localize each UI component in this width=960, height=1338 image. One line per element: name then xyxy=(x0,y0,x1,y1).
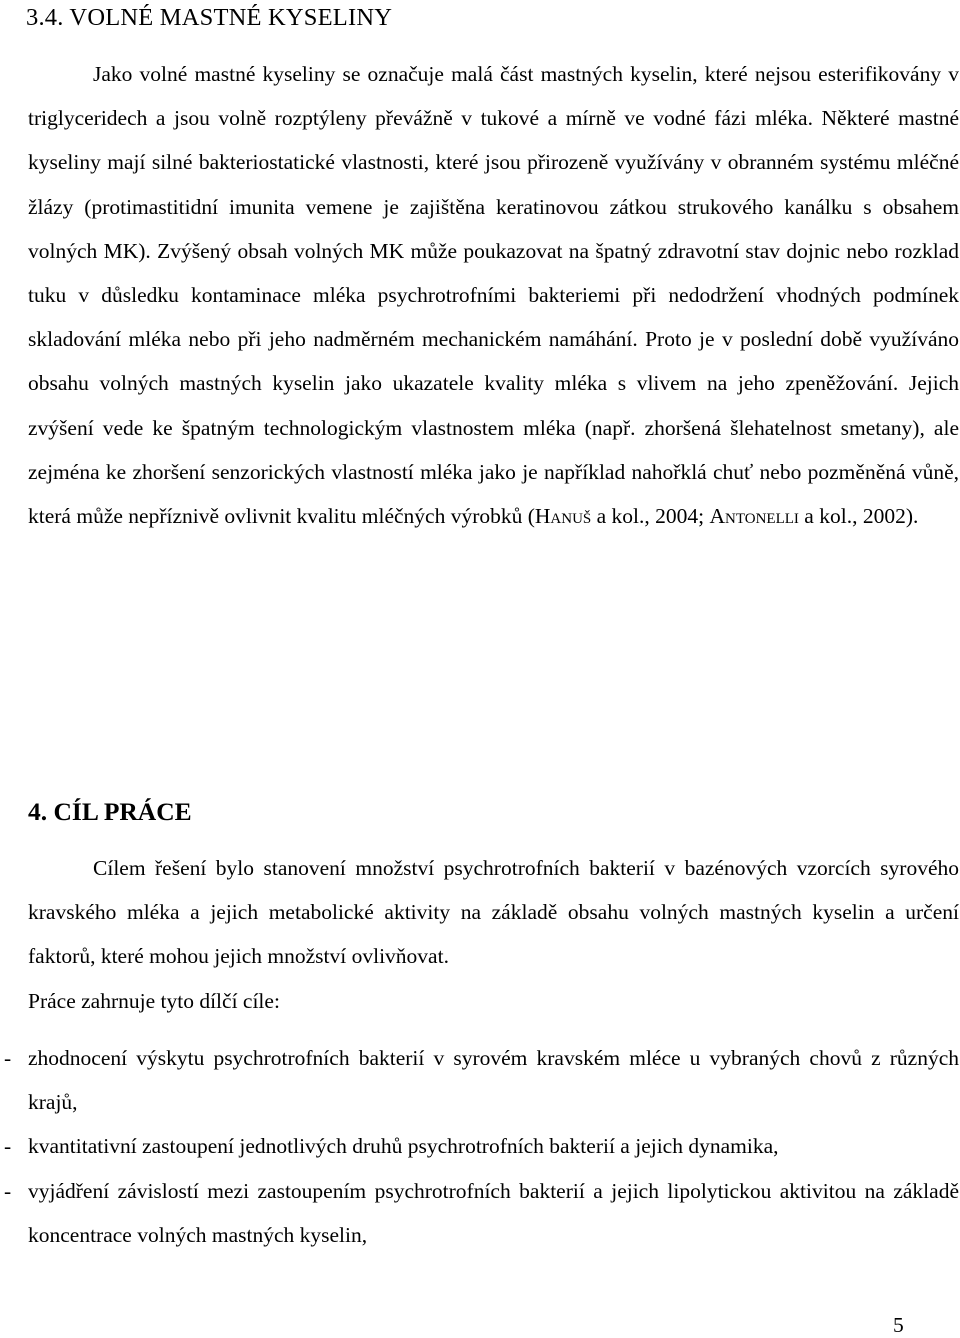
list-item xyxy=(0,1124,959,1168)
citation-author-antonelli: Antonelli xyxy=(709,504,799,529)
citation-author-hanus: Hanuš xyxy=(534,504,592,529)
section-heading-thesis-aim: 4. CÍL PRÁCE xyxy=(28,797,192,826)
list-bullet: - xyxy=(4,1134,12,1159)
goals-intro-text: Práce zahrnuje tyto dílčí cíle: xyxy=(28,989,280,1013)
goal-text: zhodnocení výskytu psychrotrofních bakterií v syrovém kravském mléce u vybraných chovů z různých krajů, xyxy=(28,1046,959,1115)
citation-year-2004: a kol., 2004; xyxy=(591,504,710,529)
list-item xyxy=(0,1169,959,1257)
citation-year-2002: a kol., 2002). xyxy=(798,504,919,529)
list-item xyxy=(0,1036,959,1124)
list-bullet: - xyxy=(4,1178,12,1203)
goal-text: vyjádření závislostí mezi zastoupením psychrotrofních bakterií a jejich lipolytickou aktivitou na základě koncentrace volných mastných kyselin, xyxy=(28,1178,959,1247)
paragraph-body-text: Jako volné mastné kyseliny se označuje malá část mastných kyselin, které nejsou esterifikovány v triglyceridech a jsou volně rozptýleny převážně v tukové a mírně ve vodné fázi mléka. Některé mastné kyseliny mají silné bakteriostatické vlastnosti, které jsou přirozeně využívány v obranném systému mléčné žlázy (protimastitidní imunita vemene je zajištěna keratinovou zátkou strukového kanálku s obsahem volných MK). Zvýšený obsah volných MK může poukazovat na špatný zdravotní stav dojnic nebo rozklad tuku v důsledku kontaminace mléka psychrotrofními bakteriemi při nedodržení vhodných podmínek skladování mléka nebo při jeho nadměrném mechanickém namáhání. Proto je v poslední době využíváno obsahu volných mastných kyselin jako ukazatele kvality mléka s vlivem na jeho zpeněžování. Jejich zvýšení vede ke špatným technologickým vlastnostem mléka (např. zhoršená šlehatelnost smetany), ale zejména ke zhoršení senzorických vlastností mléka jako je například nahořklá chuť nebo pozměněná vůně, která může nepříznivě ovlivnit kvalitu mléčných výrobků ( xyxy=(28,62,959,529)
goal-text: kvantitativní zastoupení jednotlivých druhů psychrotrofních bakterií a jejich dynamika, xyxy=(28,1134,779,1159)
goals-list xyxy=(0,1036,959,1257)
paragraph-thesis-aim: Cílem řešení bylo stanovení množství psychrotrofních bakterií v bazénových vzorcích syrového kravského mléka a jejich metabolické aktivity na základě obsahu volných mastných kyselin a určení faktorů, které mohou jejich množství ovlivňovat. xyxy=(28,856,959,969)
page-number: 5 xyxy=(893,1313,904,1337)
paragraph-free-fatty-acids xyxy=(28,52,959,538)
list-bullet: - xyxy=(4,1046,12,1070)
section-heading-free-fatty-acids: 3.4. VOLNÉ MASTNÉ KYSELINY xyxy=(26,4,393,31)
